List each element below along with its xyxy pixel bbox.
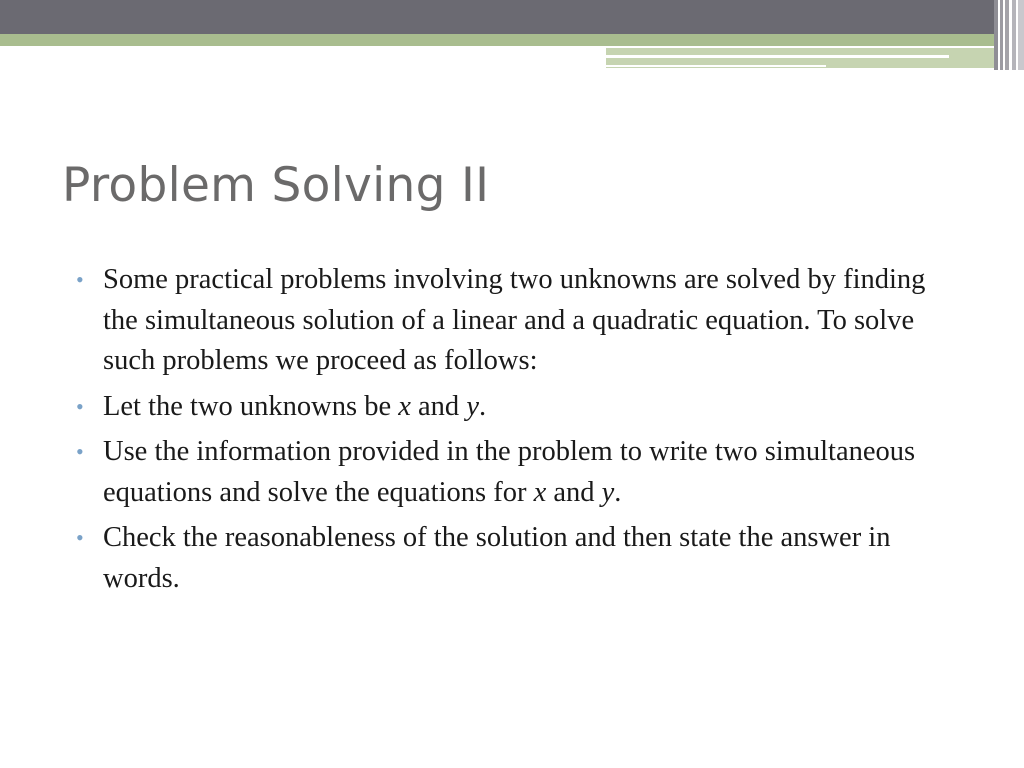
bullet-icon: • <box>76 267 84 292</box>
bullet-text-suffix: . <box>478 390 487 422</box>
bullet-text: Some practical problems involving two unknowns are solved by finding the simultaneous solution of a linear and a quadratic equation. To solve such problems we proceed as follows: <box>103 264 926 376</box>
variable-y: y <box>466 390 479 422</box>
header-accent-line <box>606 55 949 58</box>
bullet-icon: • <box>76 393 84 419</box>
bullet-text-mid: and <box>410 390 467 422</box>
list-item <box>76 387 956 428</box>
variable-y: y <box>601 476 615 508</box>
list-item <box>76 518 956 599</box>
list-item <box>76 432 956 513</box>
bullet-text-suffix: . <box>614 476 622 508</box>
bullet-icon: • <box>76 439 84 464</box>
bullet-text-mid: and <box>546 476 602 508</box>
bullet-text-prefix: Use the information provided in the problem to write two simultaneous equations and solve the equations for <box>103 436 916 508</box>
header-vertical-stripes <box>994 0 1024 70</box>
bullet-list <box>76 260 956 604</box>
bullet-text: Check the reasonableness of the solution and then state the answer in words. <box>103 522 891 594</box>
bullet-text <box>103 391 486 422</box>
list-item <box>76 260 956 382</box>
slide-title: Problem Solving II <box>62 158 490 213</box>
bullet-text <box>103 436 915 508</box>
variable-x: x <box>533 476 547 508</box>
bullet-icon: • <box>76 525 84 550</box>
variable-x: x <box>398 390 411 422</box>
bullet-text-prefix: Let the two unknowns be <box>103 390 399 422</box>
header-band-dark <box>0 0 1024 34</box>
header-accent-line-short <box>606 65 826 67</box>
